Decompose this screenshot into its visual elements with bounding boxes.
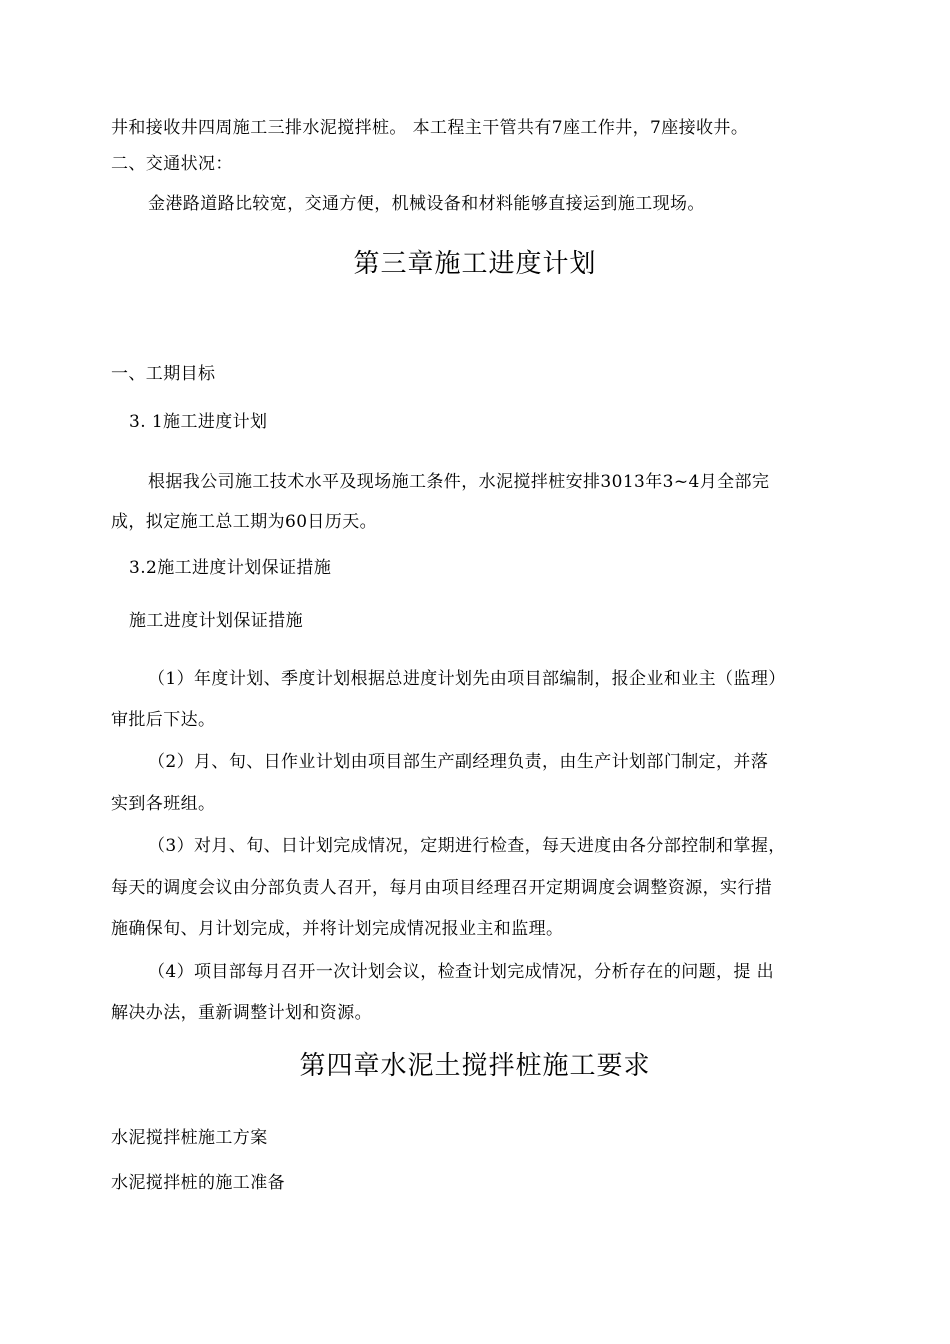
item3-line3: 施确保旬、月计划完成，并将计划完成情况报业主和监理。 — [111, 919, 564, 939]
item1-line1: （1）年度计划、季度计划根据总进度计划先由项目部编制，报企业和业主（监理） — [148, 669, 786, 689]
chapter4-title: 第四章水泥土搅拌桩施工要求 — [299, 1051, 651, 1081]
cement-prep-heading: 水泥搅拌桩的施工准备 — [111, 1173, 285, 1193]
chapter3-title: 第三章施工进度计划 — [353, 249, 597, 279]
intro-line: 井和接收井四周施工三排水泥搅拌桩。 本工程主干管共有7座工作井，7座接收井。 — [111, 118, 749, 138]
schedule-goal-heading: 一、工期目标 — [111, 364, 216, 384]
item3-line2: 每天的调度会议由分部负责人召开，每月由项目经理召开定期调度会调整资源，实行措 — [111, 878, 773, 898]
para-3-1-line1: 根据我公司施工技术水平及现场施工条件，水泥搅拌桩安排3013年3~4月全部完 — [148, 472, 770, 492]
item4-line1: （4）项目部每月召开一次计划会议，检查计划完成情况，分析存在的问题，提 出 — [148, 962, 775, 982]
para-3-1-line2: 成，拟定施工总工期为60日历天。 — [111, 512, 378, 532]
section-3-1-heading: 3. 1施工进度计划 — [129, 412, 268, 432]
section-3-2-heading: 3.2施工进度计划保证措施 — [129, 558, 332, 578]
item1-line2: 审批后下达。 — [111, 710, 216, 730]
traffic-text: 金港路道路比较宽，交通方便，机械设备和材料能够直接运到施工现场。 — [148, 194, 705, 214]
item2-line2: 实到各班组。 — [111, 794, 216, 814]
traffic-heading: 二、交通状况： — [111, 154, 233, 174]
cement-plan-heading: 水泥搅拌桩施工方案 — [111, 1128, 268, 1148]
item4-line2: 解决办法，重新调整计划和资源。 — [111, 1003, 372, 1023]
item3-line1: （3）对月、旬、日计划完成情况，定期进行检查，每天进度由各分部控制和掌握， — [148, 836, 786, 856]
section-3-2-subheading: 施工进度计划保证措施 — [129, 611, 303, 631]
item2-line1: （2）月、旬、日作业计划由项目部生产副经理负责，由生产计划部门制定，并落 — [148, 752, 769, 772]
